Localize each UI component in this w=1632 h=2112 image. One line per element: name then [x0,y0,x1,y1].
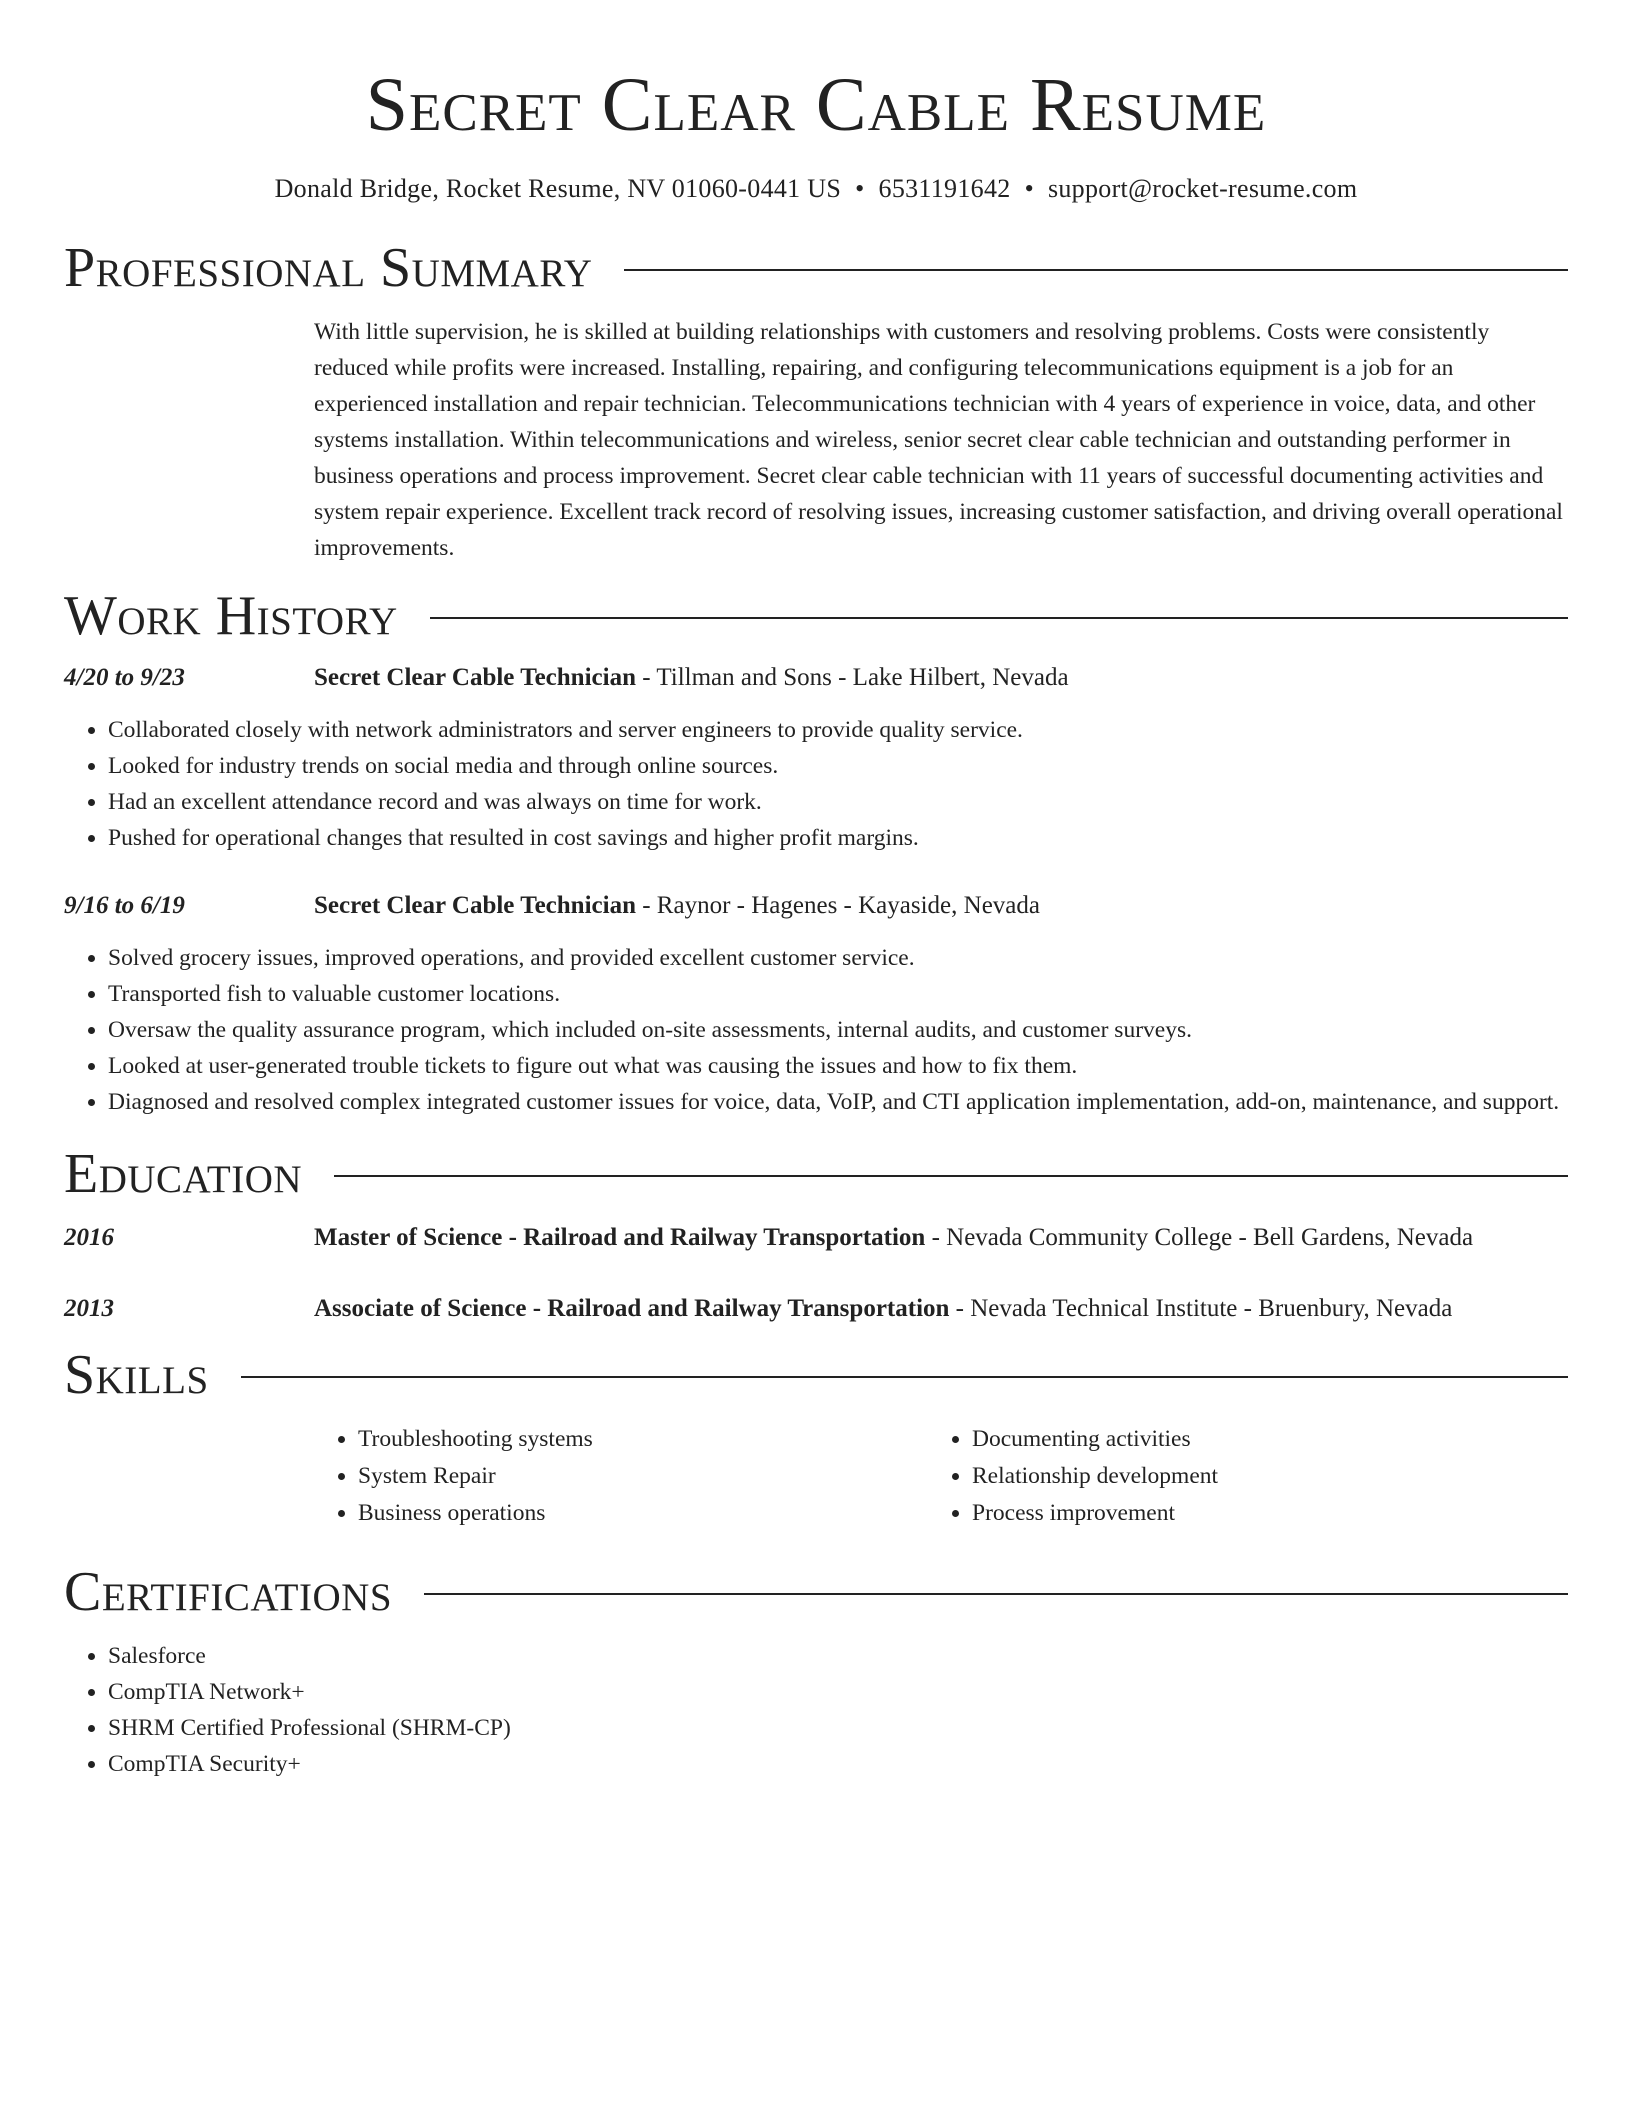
work-bullets [64,712,1568,856]
contact-email: support@rocket-resume.com [1047,174,1358,203]
education-heading: Education [64,1143,303,1205]
work-entry [64,660,1568,856]
list-item: • Pushed for operational changes that resulted in cost savings and higher profit margins. [108,820,1568,856]
list-item: • System Repair [358,1458,928,1495]
resume-page [64,0,1568,1782]
summary-text: With little supervision, he is skilled at building relationships with customers and resolving problems. Costs were consistently reduced while profits were increased. Installing, repairing, and configuring telecommunications equipment is a job for an experienced installation and repair technician. Telecommunications technician with 4 years of experience in voice, data, and other systems installation. Within telecommunications and wireless, senior secret clear cable technician and outstanding performer in business operations and process improvement. Secret clear cable technician with 11 years of successful documenting activities and system repair experience. Excellent track record of resolving issues, increasing customer satisfaction, and driving overall operational improvements. [314,319,1563,561]
school: - Nevada Technical Institute - Bruenbury, Nevada [949,1295,1453,1322]
work-heading-line [314,888,1040,924]
list-item: • Looked at user-generated trouble tickets to figure out what was causing the issues and how to fix them. [108,1048,1568,1084]
job-title: Secret Clear Cable Technician [314,664,636,691]
school: - Nevada Community College - Bell Gardens, Nevada [925,1224,1474,1251]
work-dates: 4/20 to 9/23 [64,664,185,691]
education-entry [64,1220,1568,1256]
list-item: • Diagnosed and resolved complex integrated customer issues for voice, data, VoIP, and CTI application implementation, add-on, maintenance, and support. [108,1084,1568,1120]
summary-heading: Professional Summary [64,237,593,299]
work-section-header [64,584,1568,648]
work-dates: 9/16 to 6/19 [64,892,185,919]
education-entry [64,1291,1568,1327]
education-line [314,1220,1473,1256]
list-item: • Documenting activities [972,1421,1542,1458]
contact-separator: • [855,174,865,203]
work-entry-header [64,888,1568,924]
list-item: • Troubleshooting systems [358,1421,928,1458]
list-item: • Process improvement [972,1495,1542,1532]
work-bullets [64,940,1568,1120]
list-item: • Looked for industry trends on social media and through online sources. [108,748,1568,784]
list-item: • Business operations [358,1495,928,1532]
list-item: • CompTIA Network+ [108,1674,1568,1710]
skills-column-right [928,1421,1542,1532]
certifications-list [64,1638,1568,1782]
list-item: • Transported fish to valuable customer locations. [108,976,1568,1012]
list-item: • SHRM Certified Professional (SHRM-CP) [108,1710,1568,1746]
resume-title: Secret Clear Cable Resume [365,63,1267,147]
section-divider [424,1593,1568,1595]
education-line [314,1291,1452,1327]
skills-grid [314,1421,1568,1532]
certifications-heading: Certifications [64,1561,393,1623]
skills-heading: Skills [64,1344,209,1406]
education-year: 2013 [64,1295,114,1322]
work-entry-header [64,660,1568,696]
job-title: Secret Clear Cable Technician [314,892,636,919]
list-item: • Solved grocery issues, improved operations, and provided excellent customer service. [108,940,1568,976]
work-heading: Work History [64,585,398,647]
job-employer: - Raynor - Hagenes - Kayaside, Nevada [635,892,1040,919]
list-item: • CompTIA Security+ [108,1746,1568,1782]
education-section-header [64,1142,1568,1206]
skills-section-header [64,1343,1568,1407]
skills-column-left [314,1421,928,1532]
certifications-section-header [64,1560,1568,1624]
job-employer: - Tillman and Sons - Lake Hilbert, Nevada [635,664,1069,691]
degree: Master of Science - Railroad and Railway Transportation [314,1224,926,1251]
contact-line [64,172,1568,206]
list-item: • Collaborated closely with network administrators and server engineers to provide quality service. [108,712,1568,748]
section-divider [334,1175,1568,1177]
list-item: • Had an excellent attendance record and was always on time for work. [108,784,1568,820]
contact-separator: • [1024,174,1034,203]
degree: Associate of Science - Railroad and Railway Transportation [314,1295,950,1322]
work-heading-line [314,660,1069,696]
list-item: • Relationship development [972,1458,1542,1495]
section-divider [624,269,1568,271]
contact-address: Donald Bridge, Rocket Resume, NV 01060-0441 US [274,174,842,203]
contact-phone: 6531191642 [878,174,1011,203]
list-item: • Oversaw the quality assurance program, which included on-site assessments, internal audits, and customer surveys. [108,1012,1568,1048]
list-item: • Salesforce [108,1638,1568,1674]
section-divider [430,617,1568,619]
work-entry [64,888,1568,1120]
education-year: 2016 [64,1224,114,1251]
summary-section-header [64,236,1568,300]
section-divider [241,1376,1568,1378]
